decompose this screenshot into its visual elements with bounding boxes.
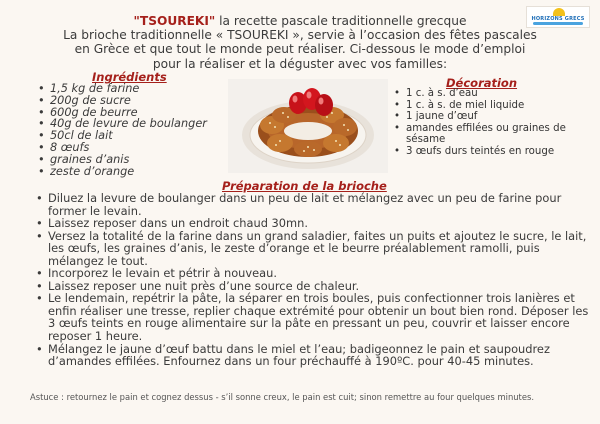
ingredient-item: • 1,5 kg de farine [38,83,218,95]
preparation-step: • Versez la totalité de la farine dans un grand saladier, faites un puits et ajoutez le sucre, le lait, les œufs, les graines d’anis, le zeste d’orange et le beurre préalablement ramolli, puis mélangez le tout. [36,230,592,268]
preparation-step: • Laissez reposer dans un endroit chaud 30mn. [36,217,592,230]
decoration-list [394,88,589,158]
ingredient-item: • zeste d’orange [38,166,218,178]
decoration-item: • 1 c. à s. de miel liquide [394,100,589,112]
decoration-item: • 3 œufs durs teintés en rouge [394,146,589,158]
ingredient-item: • 8 œufs [38,142,218,154]
ingredient-item: • 600g de beurre [38,107,218,119]
intro-line-2: La brioche traditionnelle « TSOUREKI », servie à l’occasion des fêtes pascales [63,28,537,43]
preparation-step: • Le lendemain, repétrir la pâte, la séparer en trois boules, puis confectionner trois lanières et enfin réaliser une tresse, replier chaque extrémité pour obtenir un bout bien rond. Déposer les 3 œufs teints en rouge alimentaire sur la pâte en pressant un peu, couvrir et laisser encore reposer 1 heure. [36,292,592,342]
ingredient-item: • graines d’anis [38,154,218,166]
decoration-item: • amandes effilées ou graines de sésame [394,123,589,146]
preparation-step: • Laissez reposer une nuit près d’une source de chaleur. [36,280,592,293]
recipe-title: "TSOUREKI" [133,14,216,28]
intro-paragraph [20,14,580,71]
ingredient-item: • 200g de sucre [38,95,218,107]
ingredient-item: • 40g de levure de boulanger [38,118,218,130]
intro-line-4: pour la réaliser et la déguster avec vos familles: [152,56,448,71]
preparation-step: • Diluez la levure de boulanger dans un peu de lait et mélangez avec un peu de farine pour former le levain. [36,192,592,217]
decoration-item: • 1 c. à s. d’eau [394,88,589,100]
intro-line-1 [20,14,580,28]
logo-text: HORIZONS GRECS [531,16,585,22]
tsoureki-photo [228,79,388,173]
braided-bread-illustration [228,79,388,173]
preparation-heading: Préparation de la brioche [222,179,387,193]
preparation-step: • Incorporez le levain et pétrir à nouveau. [36,267,592,280]
intro-line-3: en Grèce et que tout le monde peut réaliser. Ci-dessous le mode d’emploi [74,42,526,57]
decoration-item: • 1 jaune d’œuf [394,111,589,123]
ingredients-list [38,83,218,177]
intro-line-1-rest: la recette pascale traditionnelle grecque [215,14,467,28]
baking-tip: Astuce : retournez le pain et cognez dessus - s’il sonne creux, le pain est cuit; sinon remettre au four quelques minutes. [30,392,535,402]
preparation-steps [36,192,592,368]
decoration-heading: Décoration [446,76,518,90]
preparation-step: • Mélangez le jaune d’œuf battu dans le miel et l’eau; badigeonnez le pain et saupoudrez d’amandes effilées. Enfournez dans un four préchauffé à 190ºC. pour 40-45 minutes. [36,343,592,368]
ingredient-item: • 50cl de lait [38,130,218,142]
ingredients-heading: Ingrédients [92,70,167,84]
